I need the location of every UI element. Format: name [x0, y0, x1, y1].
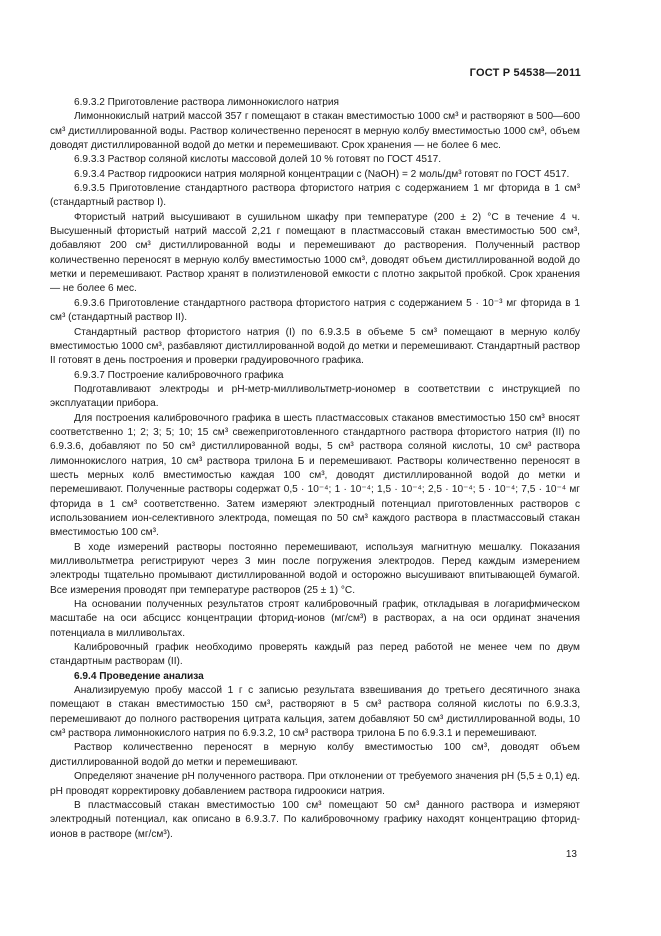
standard-header: ГОСТ Р 54538—2011 [469, 67, 581, 79]
paragraph: Стандартный раствор фтористого натрия (I) по 6.9.3.5 в объеме 5 см³ помещают в мерную колбу вместимостью 1000 см³, разбавляют дистиллированной водой до метки и перемешивают. Стандартный раствор II готовят в день построения и проверки градуировочного графика. [50, 326, 580, 367]
paragraph: Раствор количественно переносят в мерную колбу вместимостью 100 см³, доводят объем дистиллированной водой до метки и перемешивают. [50, 742, 580, 768]
paragraph: Определяют значение рН полученного раствора. При отклонении от требуемого значения рН (5,5 ± 0,1) ед. рН проводят корректировку добавлением раствора гидроокиси натрия. [50, 771, 580, 797]
document-body [50, 96, 580, 842]
paragraph: Калибровочный график необходимо проверять каждый раз перед работой не менее чем по двум стандартным растворам (II). [50, 642, 580, 668]
section-heading: 6.9.3.3 Раствор соляной кислоты массовой долей 10 % готовят по ГОСТ 4517. [74, 154, 442, 166]
paragraph: В ходе измерений растворы постоянно перемешивают, используя магнитную мешалку. Показания милливольтметра регистрируют через 3 мин после погружения электродов. Перед каждым измерением электроды тщательно промывают дистиллированной водой и осторожно высушивают впитывающей бумагой. Все измерения проводят при температуре растворов (25 ± 1) °С. [50, 541, 580, 596]
section-heading: 6.9.3.2 Приготовление раствора лимоннокислого натрия [74, 97, 339, 108]
paragraph: Фтористый натрий высушивают в сушильном шкафу при температуре (200 ± 2) °С в течение 4 ч. Высушенный фтористый натрий массой 2,21 г помещают в пластмассовый стакан вместимостью 500 см³, добавляют 200 см³ дистиллированной воды и перемешивают до растворения. Полученный раствор количественно переносят в мерную колбу вместимостью 1000 см³, доводят объем дистиллированной водой до метки и перемешивают. Раствор хранят в полиэтиленовой емкости с плотно закрытой пробкой. Срок хранения — не более 6 мес. [50, 211, 580, 295]
paragraph: Подготавливают электроды и рН-метр-милливольтметр-иономер в соответствии с инструкцией по эксплуатации прибора. [50, 383, 580, 410]
paragraph: 6.9.3.4 Раствор гидроокиси натрия молярной концентрации c (NaOH) = 2 моль/дм³ готовят по ГОСТ 4517. [74, 168, 570, 180]
paragraph: Для построения калибровочного графика в шесть пластмассовых стаканов вместимостью 150 см³ вносят соответственно 1; 2; 3; 5; 10; 15 см³ свежеприготовленного стандартного раствора фтористого натрия (II) по 6.9.3.6, добавляют по 50 см³ дистиллированной воды, 5 см³ раствора соляной кислоты, 10 см³ раствора лимоннокислого натрия, 10 см³ раствора трилона Б и перемешивают. Растворы количественно переносят в шесть мерных колб вместимостью каждая 100 см³, доводят дистиллированной водой до метки и перемешивают. Полученные растворы содержат 0,5 · 10⁻⁴; 1 · 10⁻⁴; 1,5 · 10⁻⁴; 2,5 · 10⁻⁴; 5 · 10⁻⁴; 7,5 · 10⁻⁴ мг фторида в 1 см³ соответственно. Затем измеряют электродный потенциал приготовленных растворов с использованием ион-селективного электрода, помещая по 50 см³ каждого раствора в пластмассовый стакан вместимостью 100 см³. [50, 412, 580, 539]
section-heading: 6.9.3.7 Построение калибровочного графика [74, 369, 284, 381]
paragraph: В пластмассовый стакан вместимостью 100 см³ помещают 50 см³ данного раствора и измеряют электродный потенциал, как описано в 6.9.3.7. По калибровочному графику находят концентрацию фторид-ионов в растворе (мг/см³). [50, 799, 580, 840]
page-number: 13 [565, 849, 577, 860]
paragraph: Лимоннокислый натрий массой 357 г помещают в стакан вместимостью 1000 см³ и растворяют в 500—600 см³ дистиллированной воды. Раствор количественно переносят в мерную колбу вместимостью 1000 см³, объем доводят дистиллированной водой до метки и перемешивают. Срок хранения — не более 6 мес. [50, 111, 580, 152]
paragraph: На основании полученных результатов строят калибровочный график, откладывая в логарифмическом масштабе на оси абсцисс концентрации фторид-ионов (мг/см³) в растворах, а на оси ординат значения потенциала в милливольтах. [50, 599, 580, 639]
paragraph: Анализируемую пробу массой 1 г с записью результата взвешивания до третьего десятичного знака помещают в стакан вместимостью 150 см³, растворяют в 5 см³ раствора соляной кислоты по 6.9.3.3, перемешивают до полного растворения цитрата кальция, затем добавляют 50 см³ дистиллированной воды, 10 см³ раствора лимоннокислого натрия по 6.9.3.2, 10 см³ раствора трилона Б по 6.9.3.1 и перемешивают. [50, 685, 580, 740]
paragraph: 6.9.3.5 Приготовление стандартного раствора фтористого натрия с содержанием 1 мг фторида в 1 см³ (стандартный раствор I). [50, 183, 580, 209]
section-heading-bold: 6.9.4 Проведение анализа [74, 670, 204, 682]
paragraph: 6.9.3.6 Приготовление стандартного раствора фтористого натрия с содержанием 5 · 10⁻³ мг фторида в 1 см³ (стандартный раствор II). [50, 297, 580, 324]
